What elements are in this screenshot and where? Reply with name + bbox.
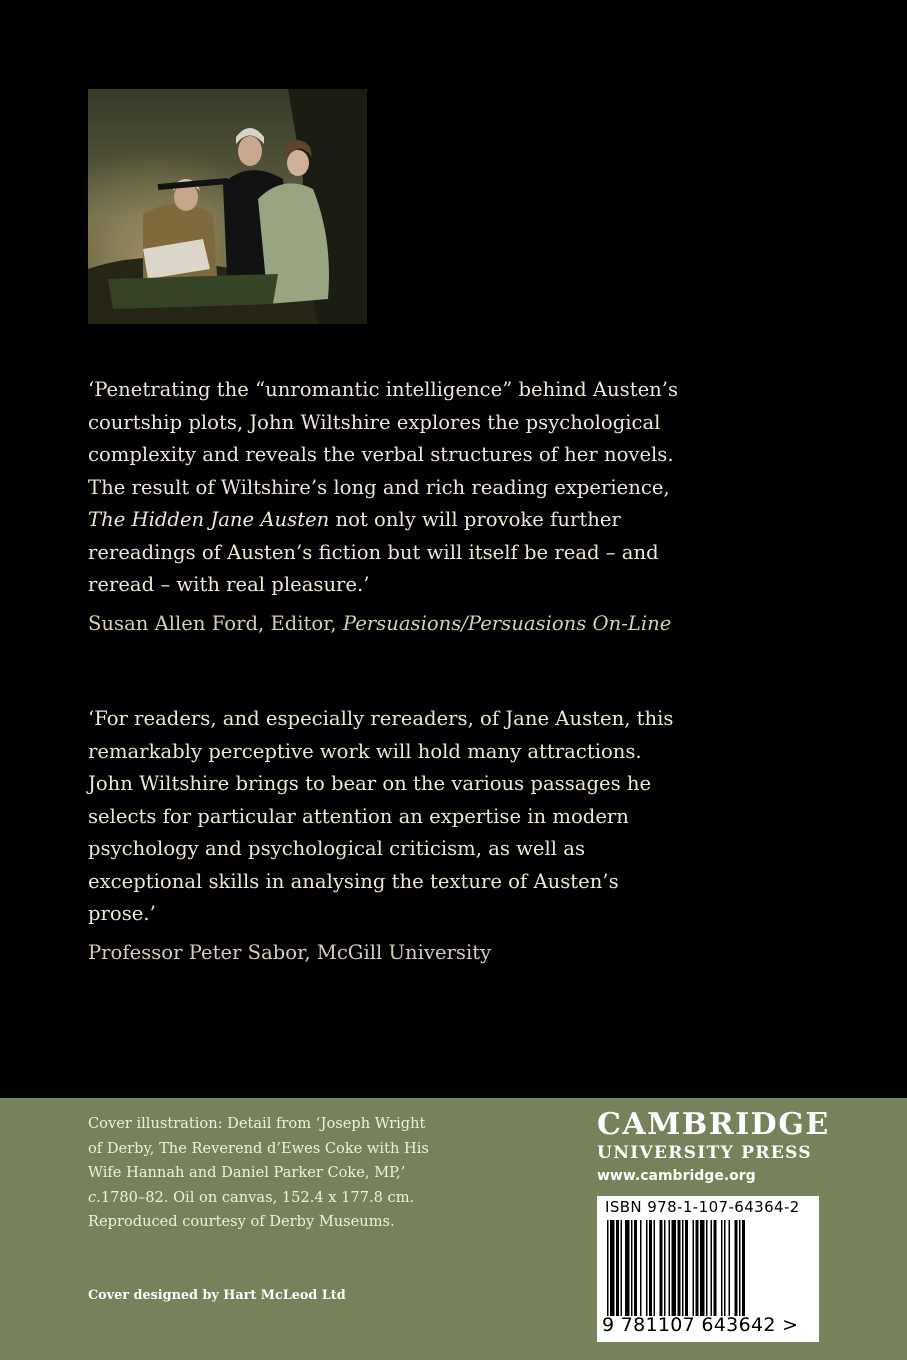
isbn-label: ISBN 978-1-107-64364-2 [605,1198,800,1216]
portrait-painting [88,89,367,324]
cover-designer-credit: Cover designed by Hart McLeod Ltd [88,1288,346,1303]
barcode-bars-icon [607,1220,797,1316]
quote-text: ‘For readers, and especially rereaders, of Jane Austen, this remarkably perceptive work will hold many attractions. John Wiltshire brings to bear on the various passages he selects for particular attention an expertise in modern psychology and psychological criticism, as well as exceptional skills in analysing the texture of Austen’s prose.’ [88,707,674,925]
publisher-logo [597,1107,830,1186]
book-title-italic: The Hidden Jane Austen [88,508,330,531]
isbn-barcode [597,1196,819,1342]
publisher-url: www.cambridge.org [597,1168,756,1184]
publisher-name: CAMBRIDGE [597,1107,830,1142]
review-quote-sabor [88,703,688,967]
barcode-digits: 9 781107 643642 > [602,1314,799,1336]
publication-title: Persuasions/Persuasions On-Line [342,611,672,635]
quote-text: ‘Penetrating the “unromantic intelligence” behind Austen’s courtship plots, John Wiltshire explores the psychological complexity and reveals the verbal structures of her novels. The result of Wiltshire’s long and rich reading experience, The Hidden Jane Austen not only will provoke further rereadings of Austen’s fiction but will itself be read – and reread – with real pleasure.’ [88,378,679,596]
quote-attribution: Susan Allen Ford, Editor, Persuasions/Persuasions On-Line [88,611,672,635]
quote-attribution: Professor Peter Sabor, McGill University [88,940,492,964]
portrait-painting-image [88,89,367,324]
publisher-subname: UNIVERSITY PRESS [597,1143,812,1163]
review-quote-ford [88,374,688,638]
cover-illustration-credit: Cover illustration: Detail from ‘Joseph Wright of Derby, The Reverend d’Ewes Coke with His Wife Hannah and Daniel Parker Coke, MP,’ c.1780–82. Oil on canvas, 152.4 x 177.8 cm. Reproduced courtesy of Derby Museums. [88,1115,429,1231]
